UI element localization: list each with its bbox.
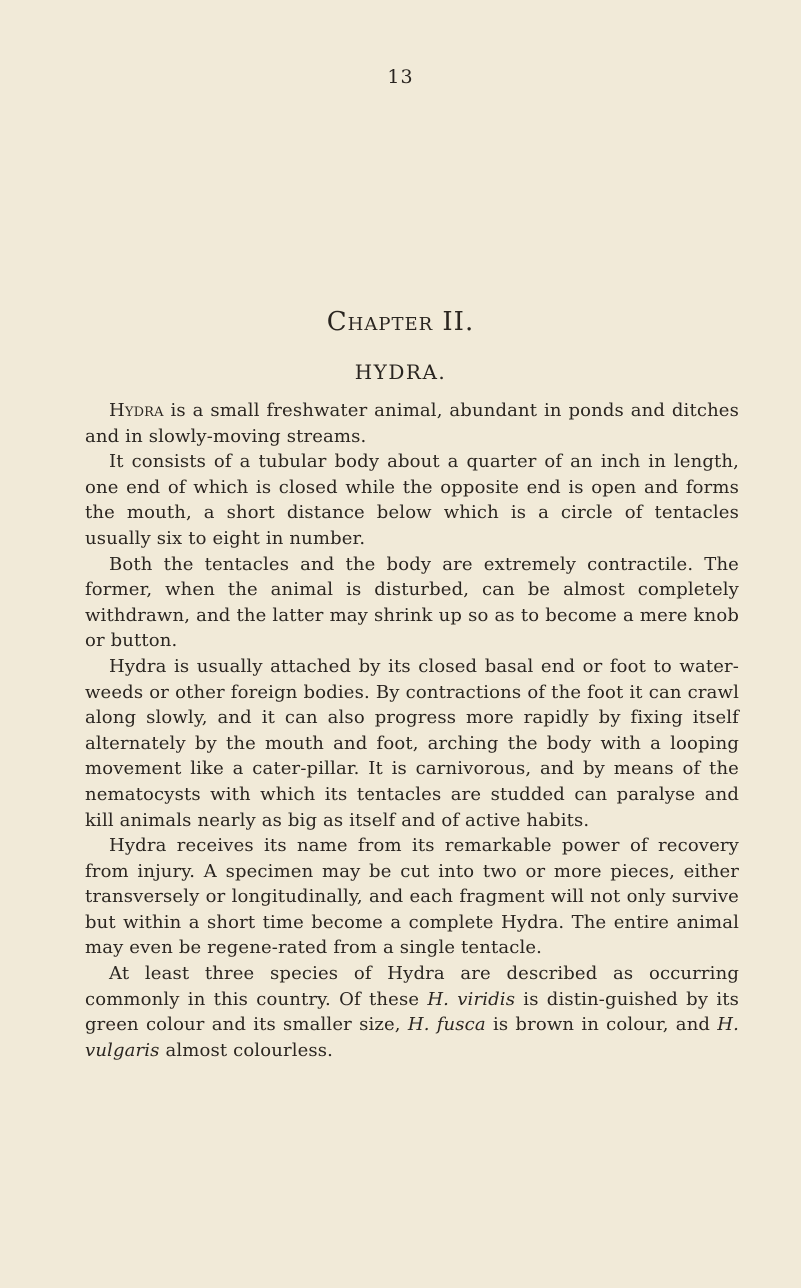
paragraph-5: Hydra receives its name from its remarkable power of recovery from injury. A specimen may be cut into two or more pieces, either transversely or longitudinally, and each fragment will not only survive but within a short time become a complete Hydra. The entire animal may even be regene-rated from a single tentacle. bbox=[85, 835, 739, 959]
paragraph-6 bbox=[85, 961, 739, 1063]
body-text bbox=[85, 398, 739, 1063]
paragraph-6-text-c: is brown in colour, and bbox=[485, 1014, 718, 1036]
species-name: H. vulgaris bbox=[85, 1014, 740, 1061]
species-name: H. viridis bbox=[427, 988, 516, 1010]
chapter-title: HYDRA. bbox=[354, 360, 447, 384]
paragraph-4: Hydra is usually attached by its closed basal end or foot to water-weeds or other foreign bodies. By contractions of the foot it can crawl along slowly, and it can also progress more rapidly by fixing itself alternately by the mouth and foot, arching the body with a looping movement like a cater-pillar. It is carnivorous, and by means of the nematocysts with which its tentacles are studded can paralyse and kill animals nearly as big as itself and of active habits. bbox=[85, 655, 739, 831]
paragraph-lead-word: Hydra bbox=[109, 400, 164, 421]
paragraph-3: Both the tentacles and the body are extremely contractile. The former, when the animal is disturbed, can be almost completely withdrawn, and the latter may shrink up so as to become a mere knob or button. bbox=[85, 553, 739, 652]
chapter-heading: Chapter II. bbox=[326, 307, 475, 337]
page-number: 13 bbox=[387, 66, 414, 88]
paragraph-1 bbox=[85, 398, 739, 449]
paragraph-6-text-a: At least three species of Hydra are described as occurring commonly in this country. Of these bbox=[85, 963, 739, 1010]
species-name: H. fusca bbox=[407, 1014, 486, 1036]
paragraph-6-text-b: is distin-guished by its green colour and its smaller size, bbox=[85, 988, 740, 1036]
paragraph-1-text: is a small freshwater animal, abundant in ponds and ditches and in slowly-moving streams. bbox=[85, 400, 739, 447]
paragraph-6-text-d: almost colourless. bbox=[159, 1039, 334, 1061]
paragraph-2: It consists of a tubular body about a quarter of an inch in length, one end of which is closed while the opposite end is open and forms the mouth, a short distance below which is a circle of tentacles usually six to eight in number. bbox=[85, 451, 739, 549]
